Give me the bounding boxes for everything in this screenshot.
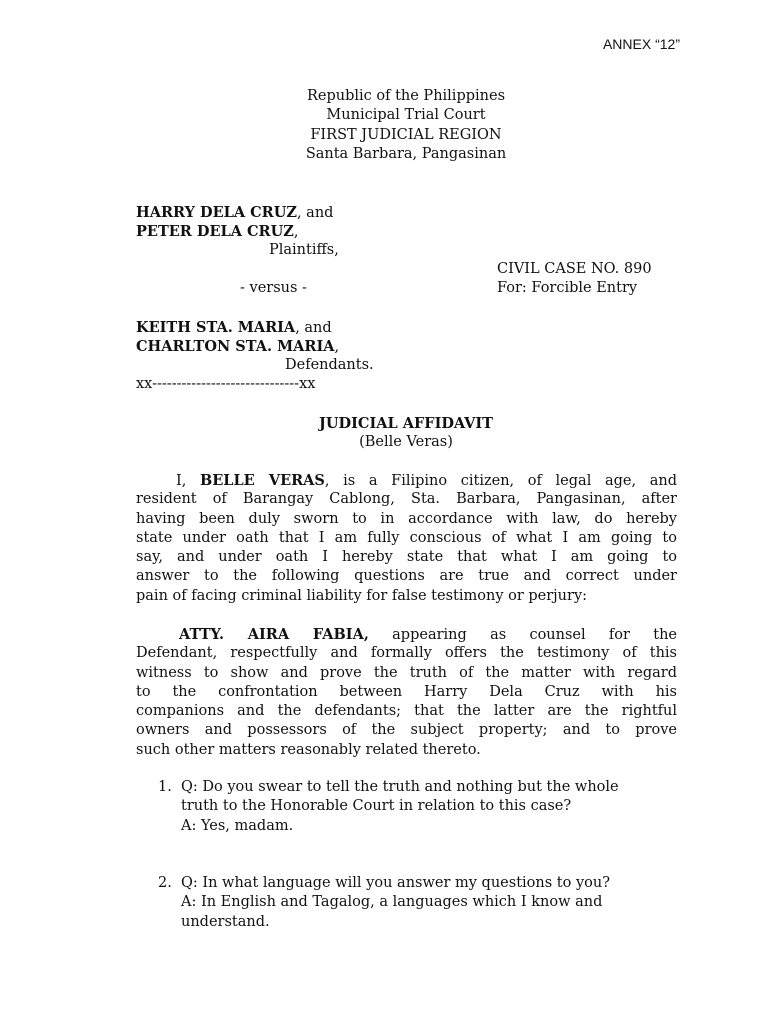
question-line: Q: In what language will you answer my questions to you? xyxy=(181,875,610,891)
defendants-label: Defendants. xyxy=(285,357,374,373)
plaintiff-2-name: PETER DELA CRUZ xyxy=(136,223,294,240)
annex-label: ANNEX “12” xyxy=(602,36,680,52)
defendant-1 xyxy=(136,318,332,338)
affiant-line-1: I, BELLE VERAS, is a Filipino citizen, of legal age, and xyxy=(176,472,678,489)
case-type: For: Forcible Entry xyxy=(497,280,638,296)
question-line: truth to the Honorable Court in relation to this case? xyxy=(181,798,572,815)
defendant-2-suffix: , xyxy=(334,339,340,355)
counsel-offer: ATTY. AIRA FABIA, appearing as counsel for the Defendant, respectfully and formally offers the testimony of this witness to show and prove the truth of the matter with regard to the confrontation between Harry Dela Cruz with his companions and the defendants; that the latter are the rightful owners and possessors of the subject property; and to prove such other matters reasonably related thereto. xyxy=(136,626,677,758)
defendant-1-name: KEITH STA. MARIA xyxy=(136,319,296,336)
defendant-2-name: CHARLTON STA. MARIA xyxy=(136,338,335,355)
court-line-2: Municipal Trial Court xyxy=(326,107,486,124)
answer-line: understand. xyxy=(181,913,270,930)
court-line-3: FIRST JUDICIAL REGION xyxy=(310,126,502,143)
versus-label: - versus - xyxy=(240,280,307,296)
counsel-line-1: ATTY. AIRA FABIA, appearing as counsel for the xyxy=(179,626,677,643)
affiant-statement: I, BELLE VERAS, is a Filipino citizen, of legal age, and resident of Barangay Cablong, Sta. Barbara, Pangasinan, after having been duly sworn to in accordance with law, do hereby state under oath that I am fully conscious of what I am going to say, and under oath I hereby state that what I am going to answer to the following questions are true and correct under pain of facing criminal liability for false testimony or perjury: xyxy=(136,472,678,604)
case-number: CIVIL CASE NO. 890 xyxy=(497,261,652,277)
answer-line: A: In English and Tagalog, a languages which I know and xyxy=(181,894,603,911)
court-line-1: Republic of the Philippines xyxy=(306,88,506,104)
court-header xyxy=(0,87,768,164)
plaintiff-2-suffix: , xyxy=(293,224,299,240)
affiant-name: BELLE VERAS xyxy=(199,472,325,489)
plaintiffs-label: Plaintiffs, xyxy=(269,242,339,258)
plaintiff-1 xyxy=(136,203,333,223)
document-title: JUDICIAL AFFIDAVIT xyxy=(319,415,493,432)
caption-separator: xx------------------------------xx xyxy=(136,376,316,392)
counsel-name: ATTY. AIRA FABIA, xyxy=(179,626,369,643)
question-line: Q: Do you swear to tell the truth and nothing but the whole xyxy=(181,779,619,795)
answer-line: A: Yes, madam. xyxy=(181,817,294,834)
document-subtitle: (Belle Veras) xyxy=(359,434,453,450)
qa-number: 2. xyxy=(158,875,172,891)
defendant-2 xyxy=(136,337,339,357)
court-line-4: Santa Barbara, Pangasinan xyxy=(305,145,507,162)
plaintiff-1-name: HARRY DELA CRUZ xyxy=(136,204,297,221)
defendant-1-suffix: , and xyxy=(295,320,332,336)
qa-number: 1. xyxy=(158,779,172,795)
plaintiff-2 xyxy=(136,222,298,242)
plaintiff-1-suffix: , and xyxy=(296,205,334,221)
